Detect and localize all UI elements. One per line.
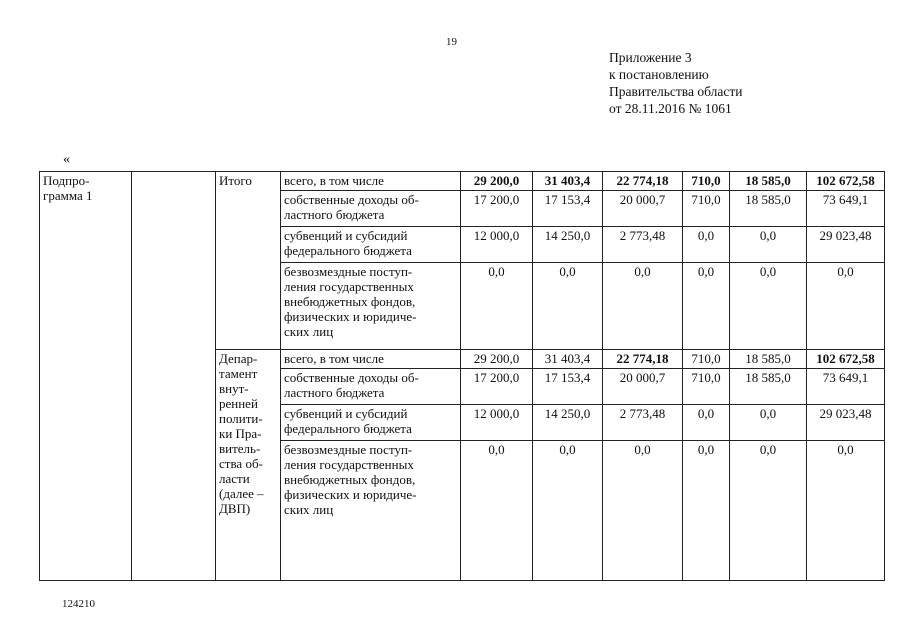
value-cell: 73 649,1 — [807, 191, 885, 227]
value-cell: 710,0 — [683, 350, 730, 369]
appendix-line: Правительства области — [609, 84, 743, 99]
row-label: всего, в том числе — [281, 172, 461, 191]
row-label: безвозмездные поступ- ления государственных внебюджетных фондов, физических и юридиче- ских лиц — [281, 263, 461, 350]
value-cell: 29 200,0 — [461, 350, 533, 369]
executor-cell: Депар- тамент внут- ренней полити- ки Пра- витель- ства об- ласти (далее – ДВП) — [216, 350, 281, 581]
row-label: собственные доходы об- ластного бюджета — [281, 191, 461, 227]
value-cell: 0,0 — [533, 441, 603, 581]
value-cell: 73 649,1 — [807, 369, 885, 405]
row-label: субвенций и субсидий федерального бюджета — [281, 405, 461, 441]
value-cell: 17 153,4 — [533, 369, 603, 405]
value-cell: 17 200,0 — [461, 369, 533, 405]
table-row — [40, 172, 885, 191]
value-cell: 0,0 — [683, 405, 730, 441]
value-cell: 0,0 — [730, 441, 807, 581]
row-label: всего, в том числе — [281, 350, 461, 369]
value-cell: 0,0 — [730, 405, 807, 441]
value-cell: 102 672,58 — [807, 172, 885, 191]
opening-quote: « — [63, 152, 70, 167]
value-cell: 14 250,0 — [533, 405, 603, 441]
value-cell: 710,0 — [683, 369, 730, 405]
appendix-header — [609, 49, 742, 117]
value-cell: 0,0 — [807, 441, 885, 581]
value-cell: 18 585,0 — [730, 369, 807, 405]
value-cell: 31 403,4 — [533, 172, 603, 191]
value-cell: 710,0 — [683, 172, 730, 191]
value-cell: 102 672,58 — [807, 350, 885, 369]
appendix-line: от 28.11.2016 № 1061 — [609, 101, 732, 116]
value-cell: 29 023,48 — [807, 405, 885, 441]
value-cell: 0,0 — [807, 263, 885, 350]
value-cell: 18 585,0 — [730, 172, 807, 191]
executor-cell: Итого — [216, 172, 281, 350]
value-cell: 29 023,48 — [807, 227, 885, 263]
value-cell: 14 250,0 — [533, 227, 603, 263]
value-cell: 0,0 — [683, 441, 730, 581]
value-cell: 0,0 — [461, 441, 533, 581]
value-cell: 0,0 — [533, 263, 603, 350]
value-cell: 0,0 — [730, 263, 807, 350]
value-cell: 2 773,48 — [603, 227, 683, 263]
value-cell: 31 403,4 — [533, 350, 603, 369]
row-label: собственные доходы об- ластного бюджета — [281, 369, 461, 405]
value-cell: 20 000,7 — [603, 369, 683, 405]
appendix-line: к постановлению — [609, 67, 709, 82]
page-number: 19 — [446, 36, 457, 48]
value-cell: 22 774,18 — [603, 350, 683, 369]
program-cell: Подпро- грамма 1 — [40, 172, 132, 581]
value-cell: 0,0 — [683, 263, 730, 350]
value-cell: 0,0 — [683, 227, 730, 263]
value-cell: 2 773,48 — [603, 405, 683, 441]
value-cell: 0,0 — [603, 441, 683, 581]
value-cell: 17 153,4 — [533, 191, 603, 227]
row-label: субвенций и субсидий федерального бюджета — [281, 227, 461, 263]
budget-table — [39, 171, 885, 581]
value-cell: 12 000,0 — [461, 405, 533, 441]
row-label: безвозмездные поступ- ления государственных внебюджетных фондов, физических и юридиче- ских лиц — [281, 441, 461, 581]
value-cell: 17 200,0 — [461, 191, 533, 227]
appendix-line: Приложение 3 — [609, 50, 692, 65]
value-cell: 18 585,0 — [730, 350, 807, 369]
value-cell: 0,0 — [603, 263, 683, 350]
document-code: 124210 — [62, 598, 95, 610]
empty-cell — [132, 172, 216, 581]
value-cell: 18 585,0 — [730, 191, 807, 227]
value-cell: 29 200,0 — [461, 172, 533, 191]
value-cell: 0,0 — [461, 263, 533, 350]
value-cell: 20 000,7 — [603, 191, 683, 227]
value-cell: 0,0 — [730, 227, 807, 263]
value-cell: 12 000,0 — [461, 227, 533, 263]
value-cell: 710,0 — [683, 191, 730, 227]
value-cell: 22 774,18 — [603, 172, 683, 191]
